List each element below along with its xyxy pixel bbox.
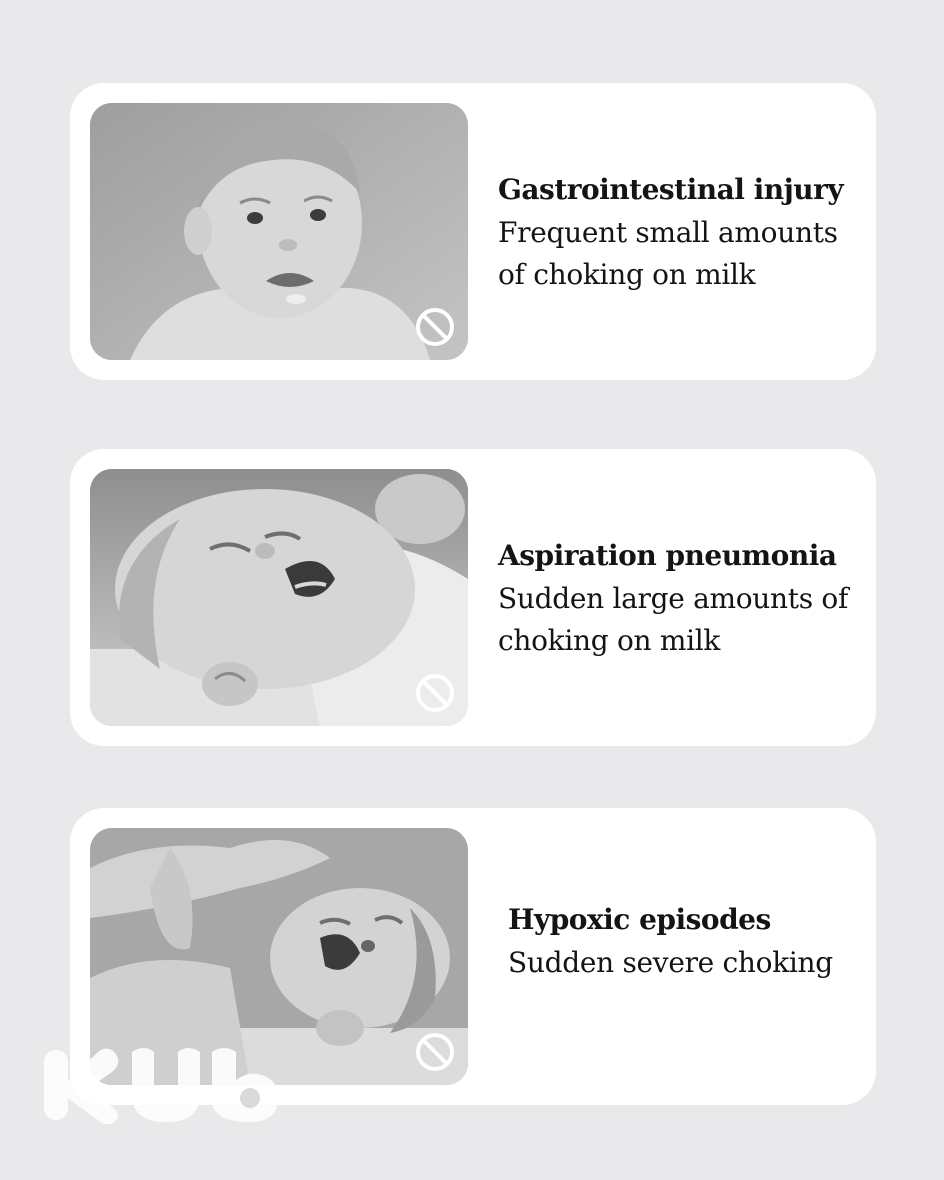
card-title: Aspiration pneumonia [498, 538, 837, 572]
card-text [498, 449, 858, 746]
crying-baby-drooling-photo [90, 103, 468, 360]
card-text [498, 83, 858, 380]
card-text [508, 792, 858, 1089]
watermark-logo [40, 1040, 280, 1124]
card-description: Sudden large amounts of choking on milk [498, 581, 849, 657]
card-title: Gastrointestinal injury [498, 172, 844, 206]
card-title: Hypoxic episodes [508, 902, 771, 936]
crying-newborn-lying-photo [90, 469, 468, 726]
symptom-card-aspiration [70, 449, 876, 746]
prohibited-icon [414, 672, 456, 714]
symptom-card-gastrointestinal [70, 83, 876, 380]
prohibited-icon [414, 306, 456, 348]
card-description: Frequent small amounts of choking on milk [498, 215, 838, 291]
prohibited-icon [414, 1031, 456, 1073]
card-description: Sudden severe choking [508, 945, 833, 979]
